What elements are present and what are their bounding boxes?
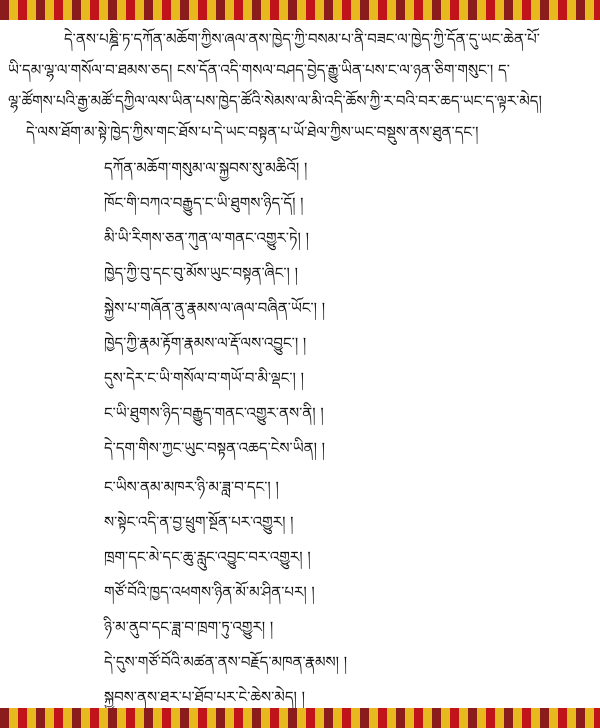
bottom-border	[0, 708, 600, 728]
verse-line: ཁོང་གི་བཀའ་བརྒྱུད་ང་ཡི་ཐུགས་ཉིད་དོ། །	[104, 194, 304, 212]
verse-line: ང་ཡི་ཐུགས་ཉིད་བརྒྱུད་གནང་འགྱུར་ནས་ནི། །	[104, 404, 324, 422]
prose-line: ལྷ་ཚོགས་པའི་རྒྱ་མཚོ་དཀྱིལ་ལས་ཡིན་པས་ཁྱེད་ཚོའི་སེམས་ལ་མི་འདི་ཆོས་ཀྱི་ར་བའི་བར་ཆད་ཡང་ད་ལྟར་མེད།	[8, 92, 542, 110]
verse-line: ཁྲག་དང་མེ་དང་ཆུ་རླུང་འབྱུང་བར་འགྱུར། །	[104, 548, 311, 566]
verse-line: སྐྱབས་ནས་ཐར་པ་ཐོབ་པར་ངེ་ཆེས་མེད། །	[104, 688, 305, 706]
prose-line: དེ་ལས་ཐོག་མ་སྟེ་ཁྱེད་ཀྱིས་གང་ཐོས་པ་དེ་ཡང་བསྟན་པ་ཡོ་ཐེལ་ཀྱིས་ཡང་བསྡུས་ནས་ཐུན་དང་།	[26, 123, 479, 141]
verse-line: མི་ཡི་རིགས་ཅན་ཀུན་ལ་གནང་འགྱུར་ཏེ། །	[104, 229, 309, 247]
prose-line: ཡི་དམ་ལྷ་ལ་གསོལ་བ་ཐམས་ཅད། ངས་དོན་འདི་གསལ་བཤད་བྱེད་རྒྱུ་ཡིན་པས་ང་ལ་ཉན་ཅིག་གསུང་། ད་	[8, 61, 510, 79]
verse-line: ཁྱེད་ཀྱི་རྣམ་རྟོག་རྣམས་ལ་རྡོ་ལས་འབྱུང་། །	[104, 334, 307, 352]
verse-line: ཉི་མ་ནུབ་དང་ཟླ་བ་ཁྲག་ཏུ་འགྱུར། །	[104, 618, 274, 636]
verse-line: དེ་དུས་གཙོ་བོའི་མཚན་ནས་བརྗོད་མཁན་རྣམས། །	[104, 653, 348, 671]
document-body	[0, 20, 600, 708]
verse-line: སྐྱེས་པ་གཞོན་ནུ་རྣམས་ལ་ཞལ་བཞིན་ཡོང་། །	[104, 299, 326, 317]
verse-block	[104, 151, 584, 715]
verse-line: གཙོ་བོའི་ཁྱད་འཕགས་ཉིན་མོ་མ་ཤིན་པར། །	[104, 583, 315, 601]
prose-paragraph	[8, 24, 592, 148]
verse-line: ཁྱེད་ཀྱི་བུ་དང་བུ་མོས་ཡུང་བསྟན་ཞིང་། །	[104, 264, 298, 282]
verse-line: དཀོན་མཆོག་གསུམ་ལ་སྐྱབས་སུ་མཆིའོ། །	[104, 159, 308, 177]
top-border	[0, 0, 600, 20]
verse-line: ས་སྟེང་འདི་ན་བྱ་ཕྲུག་སྔོན་པར་འགྱུར། །	[104, 513, 294, 531]
verse-line: དེ་དག་གིས་ཀྱང་ཡུང་བསྟན་འཆད་ངེས་ཡིན། །	[104, 439, 326, 457]
verse-line: དུས་དེར་ང་ཡི་གསོལ་བ་གཡོ་བ་མི་ལྡང་། །	[104, 369, 304, 387]
prose-line: དེ་ནས་པཎྜི་ཏ་དཀོན་མཆོག་ཀྱིས་ཞལ་ནས་ཁྱེད་ཀྱི་བསམ་པ་ནི་བཟང་ལ་ཁྱེད་ཀྱི་དོན་དུ་ཡང་ཆེན་པོ་	[64, 30, 540, 48]
verse-line: ང་ཡིས་ནམ་མཁར་ཉི་མ་ཟླ་བ་དང་། །	[104, 478, 279, 496]
